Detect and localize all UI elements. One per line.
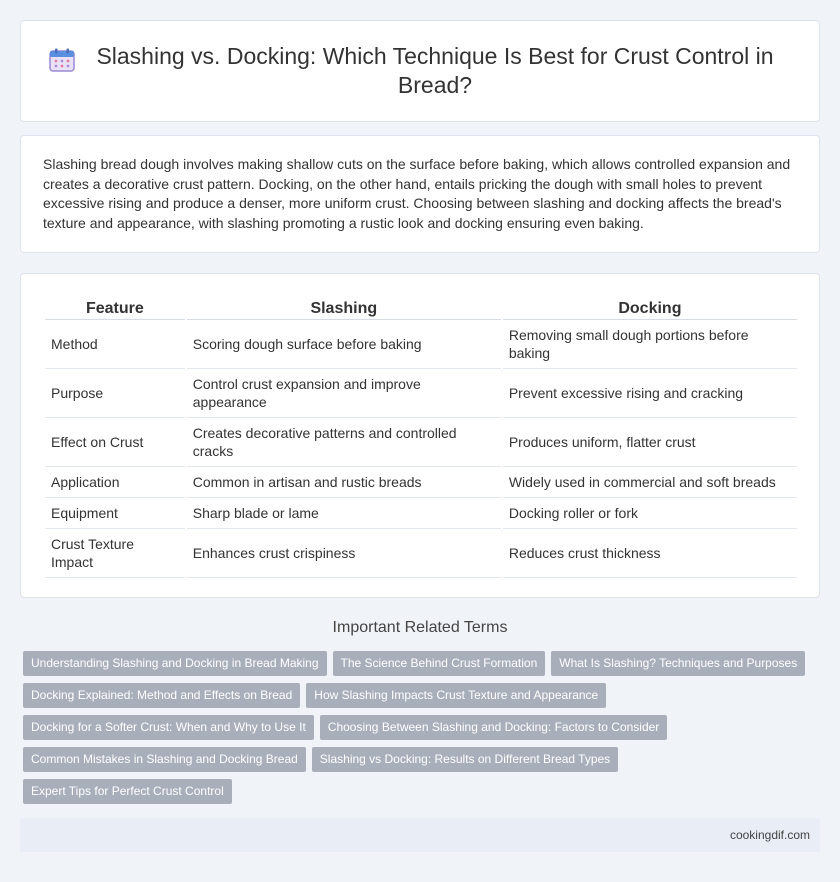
table-row: [45, 320, 797, 369]
related-term-tag[interactable]: Expert Tips for Perfect Crust Control: [23, 779, 232, 804]
page-title: Slashing vs. Docking: Which Technique Is Best for Crust Control in Bread?: [96, 43, 774, 98]
table-cell: Common in artisan and rustic breads: [187, 467, 501, 498]
table-row: [45, 498, 797, 529]
related-terms-title: Important Related Terms: [332, 619, 508, 636]
footer: [20, 818, 820, 852]
table-cell: Prevent excessive rising and cracking: [503, 369, 797, 418]
related-term-tag[interactable]: Choosing Between Slashing and Docking: Factors to Consider: [320, 715, 668, 740]
table-cell: Produces uniform, flatter crust: [503, 418, 797, 467]
table-cell: Reduces crust thickness: [503, 529, 797, 578]
table-cell: Application: [45, 467, 185, 498]
table-cell: Method: [45, 320, 185, 369]
summary-card: [20, 135, 820, 253]
table-row: [45, 369, 797, 418]
comparison-table: [43, 296, 799, 578]
table-cell: Enhances crust crispiness: [187, 529, 501, 578]
table-cell: Docking roller or fork: [503, 498, 797, 529]
table-cell: Widely used in commercial and soft breads: [503, 467, 797, 498]
table-header-row: [45, 296, 797, 320]
table-cell: Equipment: [45, 498, 185, 529]
related-term-tag[interactable]: Common Mistakes in Slashing and Docking Bread: [23, 747, 306, 772]
table-row: [45, 467, 797, 498]
header-card: [20, 20, 820, 122]
related-term-tag[interactable]: Docking for a Softer Crust: When and Why to Use It: [23, 715, 314, 740]
table-cell: Removing small dough portions before baking: [503, 320, 797, 369]
comparison-table-card: [20, 273, 820, 598]
table-cell: Creates decorative patterns and controlled cracks: [187, 418, 501, 467]
related-term-tag[interactable]: How Slashing Impacts Crust Texture and Appearance: [306, 683, 606, 708]
table-cell: Sharp blade or lame: [187, 498, 501, 529]
column-header-slashing: Slashing: [187, 296, 501, 320]
calendar-icon: [49, 48, 75, 72]
footer-site-link[interactable]: cookingdif.com: [729, 828, 810, 842]
table-row: [45, 529, 797, 578]
table-cell: Effect on Crust: [45, 418, 185, 467]
related-term-tag[interactable]: Understanding Slashing and Docking in Bread Making: [23, 651, 327, 676]
column-header-docking: Docking: [503, 296, 797, 320]
summary-text: Slashing bread dough involves making shallow cuts on the surface before baking, which allows controlled expansion and creates a decorative crust pattern. Docking, on the other hand, entails pricking the dough with small holes to prevent excessive rising and produce a denser, more uniform crust. Choosing between slashing and docking affects the bread's texture and appearance, with slashing promoting a rustic look and docking ensuring even baking.: [43, 156, 791, 231]
table-cell: Scoring dough surface before baking: [187, 320, 501, 369]
related-term-tag[interactable]: The Science Behind Crust Formation: [333, 651, 546, 676]
table-cell: Crust Texture Impact: [45, 529, 185, 578]
related-terms-list: [23, 651, 823, 811]
table-cell: Control crust expansion and improve appearance: [187, 369, 501, 418]
related-term-tag[interactable]: Docking Explained: Method and Effects on Bread: [23, 683, 300, 708]
table-cell: Purpose: [45, 369, 185, 418]
related-term-tag[interactable]: Slashing vs Docking: Results on Different Bread Types: [312, 747, 618, 772]
table-row: [45, 418, 797, 467]
related-term-tag[interactable]: What Is Slashing? Techniques and Purposes: [551, 651, 805, 676]
column-header-feature: Feature: [45, 296, 185, 320]
